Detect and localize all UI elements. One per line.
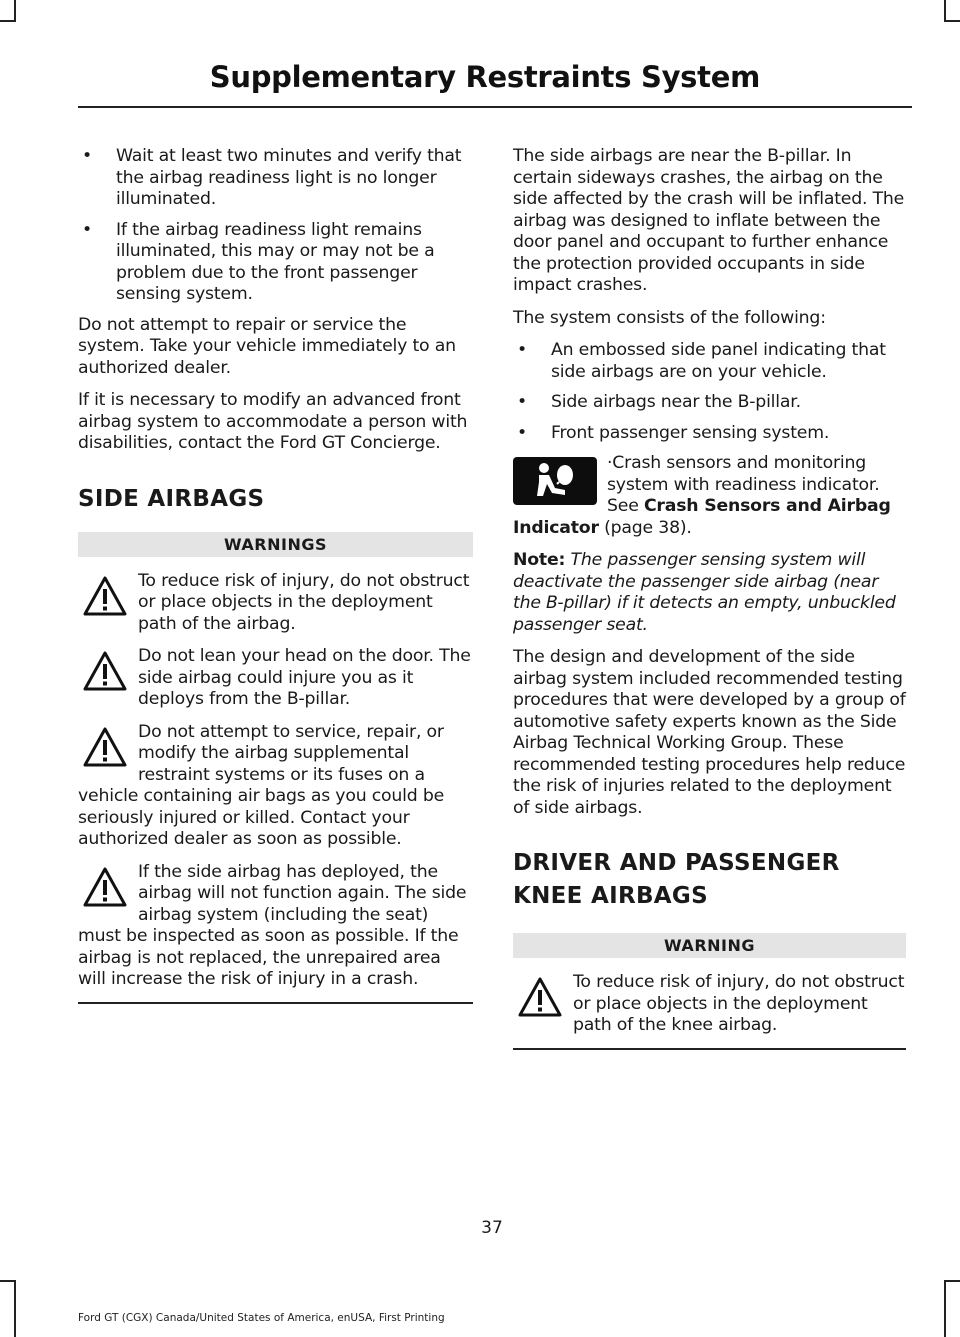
note-text: The passenger sensing system will deactivate the passenger side airbag (near the B-pillar) if it detects an empty, unbuckled passenger seat. (513, 550, 896, 635)
crash-sensor-paragraph (513, 453, 906, 539)
crash-sensor-text: ·Crash sensors and monitoring system with readiness indicator. See (607, 453, 880, 516)
warning-triangle-icon (82, 866, 128, 908)
crop-mark (14, 0, 16, 22)
warning-triangle-icon (517, 976, 563, 1018)
crop-mark (0, 20, 16, 22)
warning-item (78, 722, 473, 851)
paragraph: The design and development of the side airbag system included recommended testing procedures that were developed by a group of automotive safety experts known as the Side Airbag Technical Working Group. These recommended testing procedures help reduce the risk of injuries related to the deployment of side airbags. (513, 647, 906, 818)
bullet-mark: • (82, 146, 92, 166)
list-item-text: An embossed side panel indicating that side airbags are on your vehicle. (551, 340, 886, 382)
warning-item (513, 972, 906, 1037)
bullet-mark: • (82, 219, 92, 240)
bullet-mark: • (517, 392, 527, 412)
section-heading-line: DRIVER AND PASSENGER (513, 850, 840, 876)
paragraph: The side airbags are near the B-pillar. In certain sideways crashes, the airbag on the side affected by the crash will be inflated. The airbag was designed to inflate between the door panel and occupant to further enhance the protection provided occupants in side impact crashes. (513, 146, 905, 295)
page-title: Supplementary Restraints System (209, 60, 760, 94)
crash-sensor-page: (page 38). (598, 517, 692, 538)
list-item-text: Front passenger sensing system. (551, 422, 830, 443)
warning-header: WARNING (513, 933, 906, 958)
crop-mark (944, 0, 946, 22)
section-heading (513, 849, 906, 911)
note-label: Note: (513, 550, 566, 570)
header-rule (78, 106, 912, 108)
left-column (78, 146, 473, 1004)
paragraph: Do not attempt to repair or service the system. Take your vehicle immediately to an authorized dealer. (78, 314, 456, 378)
list-item (78, 220, 473, 306)
list-item-text: Side airbags near the B-pillar. (551, 392, 801, 412)
list-item (78, 146, 473, 211)
warning-text: Do not lean your head on the door. The side airbag could injure you as it deploys from the B-pillar. (138, 646, 471, 709)
crop-mark (944, 1280, 960, 1282)
warning-text: If the side airbag has deployed, the airbag will not function again. The side airbag system (including the seat) must be inspected as soon as possible. If the airbag is not replaced, the unrepaired area will increase the risk of injury in a crash. (78, 861, 467, 989)
crash-sensor-link[interactable]: Crash Sensors and Airbag Indicator (513, 496, 891, 538)
warning-triangle-icon (82, 575, 128, 617)
crop-mark (0, 1280, 16, 1282)
warning-text: To reduce risk of injury, do not obstruct or place objects in the deployment path of the knee airbag. (573, 972, 905, 1035)
list-item-text: If the airbag readiness light remains illuminated, this may or may not be a problem due to the front passenger sensing system. (116, 219, 435, 304)
list-item-text: Wait at least two minutes and verify that the airbag readiness light is no longer illuminated. (116, 146, 462, 209)
note-paragraph (513, 550, 906, 636)
footer-text: Ford GT (CGX) Canada/United States of America, enUSA, First Printing (78, 1312, 445, 1324)
warnings-header: WARNINGS (78, 532, 473, 557)
crop-mark (944, 1280, 946, 1337)
warning-end-rule (513, 1048, 906, 1050)
warning-item (78, 862, 473, 991)
warning-item (78, 571, 473, 636)
right-column (513, 146, 906, 1050)
list-item (513, 423, 906, 445)
section-heading: SIDE AIRBAGS (78, 485, 265, 512)
warning-triangle-icon (82, 650, 128, 692)
warning-text: Do not attempt to service, repair, or modify the airbag supplemental restraint systems or its fuses on a vehicle containing air bags as you could be seriously injured or killed. Contact your authorized dealer as soon as possible. (78, 721, 445, 849)
bullet-mark: • (517, 422, 527, 443)
warning-text: To reduce risk of injury, do not obstruct or place objects in the deployment path of the airbag. (138, 570, 470, 634)
crop-mark (14, 1280, 16, 1337)
bullet-mark: • (517, 340, 527, 360)
page-number: 37 (481, 1218, 503, 1238)
paragraph: If it is necessary to modify an advanced front airbag system to accommodate a person with disabilities, contact the Ford GT Concierge. (78, 390, 468, 453)
airbag-indicator-icon (513, 457, 597, 505)
paragraph: The system consists of the following: (513, 307, 826, 328)
crop-mark (944, 20, 960, 22)
list-item (513, 392, 906, 414)
warning-triangle-icon (82, 726, 128, 768)
warnings-end-rule (78, 1002, 473, 1004)
section-heading-line: KNEE AIRBAGS (513, 883, 708, 909)
warning-item (78, 646, 473, 711)
list-item (513, 340, 906, 383)
